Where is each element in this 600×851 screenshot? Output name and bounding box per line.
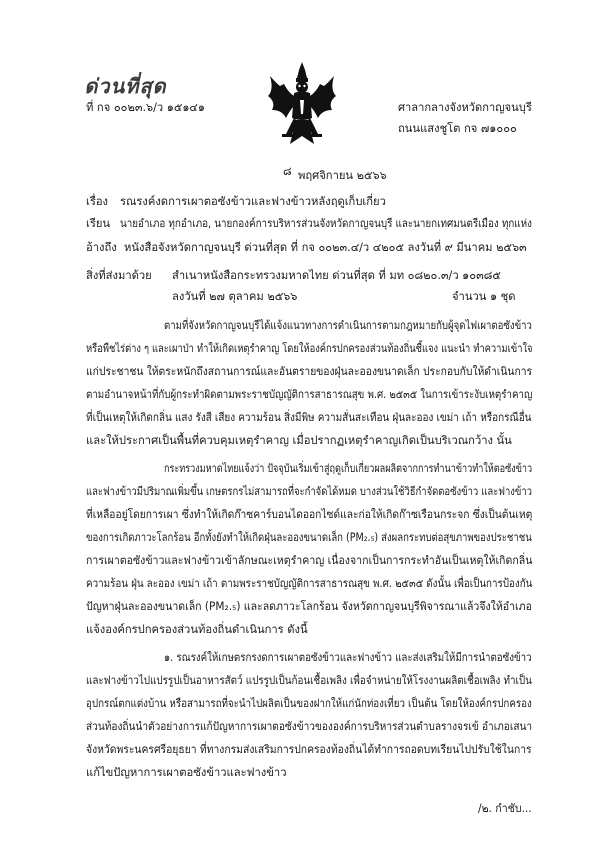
- paragraph-2-line: กระทรวงมหาดไทยแจ้งว่า ปัจจุบันเริ่มเข้าสู่ฤดูเก็บเกี่ยวผลผลิตจากการทำนาข้าวทำให้ตอซังข้าว: [164, 462, 533, 475]
- enclosure-count: จำนวน ๑ ชุด: [452, 290, 516, 303]
- urgency-stamp: ด่วนที่สุด: [83, 74, 171, 98]
- office-name: ศาลากลางจังหวัดกาญจนบุรี: [398, 101, 532, 114]
- paragraph-1-line: ตามอำนาจหน้าที่กับผู้กระทำผิดตามพระราชบัญญัติการสาธารณสุข พ.ศ. ๒๕๓๕ ในการเข้าระงับเหตุรำคาญ: [86, 388, 533, 401]
- enclosure-text: สำเนาหนังสือกระทรวงมหาดไทย ด่วนที่สุด ที่ มท ๐๘๒๐.๓/ว ๑๐๓๘๕: [172, 269, 501, 282]
- paragraph-1-line: และให้ประกาศเป็นพื้นที่ควบคุมเหตุรำคาญ เมื่อปรากฏเหตุรำคาญเกิดเป็นบริเวณกว้าง นั้น: [86, 434, 512, 447]
- paragraph-2-line: ความร้อน ฝุ่น ละออง เขม่า เถ้า ตามพระราชบัญญัติการสาธารณสุข พ.ศ. ๒๕๓๕ ดังนั้น เพื่อเป็นการป้องกัน: [86, 577, 533, 590]
- paragraph-3-line: ส่วนท้องถิ่นนำตัวอย่างการแก้ปัญหาการเผาตอซังข้าวขององค์การบริหารส่วนตำบลรางจรเข้ อำเภอเสนา: [86, 720, 533, 733]
- paragraph-1-line: แก่ประชาชน ให้ตระหนักถึงสถานการณ์และอันตรายของฝุ่นละอองขนาดเล็ก ประกอบกับให้ดำเนินการ: [86, 365, 533, 378]
- paragraph-3-line: อุปกรณ์ตกแต่งบ้าน หรือสามารถที่จะนำไปผลิตเป็นของฝากให้แก่นักท่องเที่ยว เป็นต้น โดยให้องค์กรปกครอง: [86, 697, 532, 710]
- paragraph-1-line: ตามที่จังหวัดกาญจนบุรีได้แจ้งแนวทางการดำเนินการตามกฎหมายกับผู้จุดไฟเผาตอซังข้าว: [164, 319, 532, 332]
- to-text: นายอำเภอ ทุกอำเภอ, นายกองค์การบริหารส่วนจังหวัดกาญจนบุรี และนายกเทศมนตรีเมือง ทุกแห่ง: [120, 217, 532, 230]
- paragraph-2-line: การเผาตอซังข้าวและฟางข้าวเข้าลักษณะเหตุรำคาญ เนื่องจากเป็นการกระทำอันเป็นเหตุให้เกิดกลิ่น: [86, 554, 533, 567]
- office-address: ถนนแสงชูโต กจ ๗๑๐๐๐: [398, 122, 517, 135]
- enclosure-date: ลงวันที่ ๒๗ ตุลาคม ๒๕๖๖: [172, 290, 298, 303]
- reference-text: หนังสือจังหวัดกาญจนบุรี ด่วนที่สุด ที่ กจ ๐๐๒๓.๔/ว ๔๒๐๕ ลงวันที่ ๙ มีนาคม ๒๕๖๓: [124, 241, 527, 254]
- paragraph-2-line: ปัญหาฝุ่นละอองขนาดเล็ก (PM₂.₅) และลดภาวะโลกร้อน จังหวัดกาญจนบุรีพิจารณาแล้วจึงให้อำเภอ: [86, 600, 532, 613]
- paragraph-2-line: ของการเกิดภาวะโลกร้อน อีกทั้งยังทำให้เกิดฝุ่นละอองขนาดเล็ก (PM₂.₅) ส่งผลกระทบต่อสุขภาพของประชาชน: [86, 531, 532, 544]
- paragraph-2-line: แจ้งองค์กรปกครองส่วนท้องถิ่นดำเนินการ ดังนี้: [86, 623, 308, 636]
- reference-number: ที่ กจ ๐๐๒๓.๖/ว ๑๕๑๔๑: [86, 101, 205, 114]
- subject-text: รณรงค์งดการเผาตอซังข้าวและฟางข้าวหลังฤดูเก็บเกี่ยว: [120, 195, 386, 208]
- paragraph-1-line: หรือพืชไร่ต่าง ๆ และเผาป่า ทำให้เกิดเหตุรำคาญ โดยให้องค์กรปกครองส่วนท้องถิ่นชี้แจง แนะนำ ทำความเข้าใจ: [86, 342, 533, 355]
- paragraph-2-line: ที่เหลืออยู่โดยการเผา ซึ่งทำให้เกิดก๊าซคาร์บอนไดออกไซด์และก่อให้เกิดก๊าซเรือนกระจก ซึ่งเป็นต้นเหตุ: [86, 508, 533, 521]
- date-month-year: พฤศจิกายน ๒๕๖๖: [298, 169, 387, 182]
- paragraph-3-line: แก้ไขปัญหาการเผาตอซังข้าวและฟางข้าว: [86, 766, 287, 779]
- to-label: เรียน: [86, 217, 111, 230]
- paragraph-2-line: และฟางข้าวมีปริมาณเพิ่มขึ้น เกษตรกรไม่สามารถที่จะกำจัดได้หมด บางส่วนใช้วิธีกำจัดตอซังข้าว และฟางข้าว: [86, 485, 532, 498]
- page-continuation: /๒. กำชับ...: [478, 802, 532, 815]
- subject-label: เรื่อง: [86, 195, 109, 208]
- reference-label: อ้างถึง: [86, 241, 117, 254]
- paragraph-1-line: ที่เป็นเหตุให้เกิดกลิ่น แสง รังสี เสียง ความร้อน สิ่งมีพิษ ความสั่นสะเทือน ฝุ่นละออง เขม่า เถ้า หรือกรณีอื่น: [86, 411, 532, 424]
- paragraph-3-line: ๑. รณรงค์ให้เกษตรกรงดการเผาตอซังข้าวและฟางข้าว และส่งเสริมให้มีการนำตอซังข้าว: [164, 651, 532, 664]
- paragraph-3-line: จังหวัดพระนครศรีอยุธยา ที่ทางกรมส่งเสริมการปกครองท้องถิ่นได้ทำการถอดบทเรียนไปปรับใช้ในการ: [86, 743, 532, 756]
- paragraph-3-line: และฟางข้าวไปแปรรูปเป็นอาหารสัตว์ แปรรูปเป็นก้อนเชื้อเพลิง เพื่อจำหน่ายให้โรงงานผลิตเชื้อเพลิง ทำเป็น: [86, 674, 532, 687]
- garuda-emblem-icon: [266, 60, 338, 146]
- date-day: ๘: [283, 165, 292, 178]
- enclosure-label: สิ่งที่ส่งมาด้วย: [86, 269, 152, 282]
